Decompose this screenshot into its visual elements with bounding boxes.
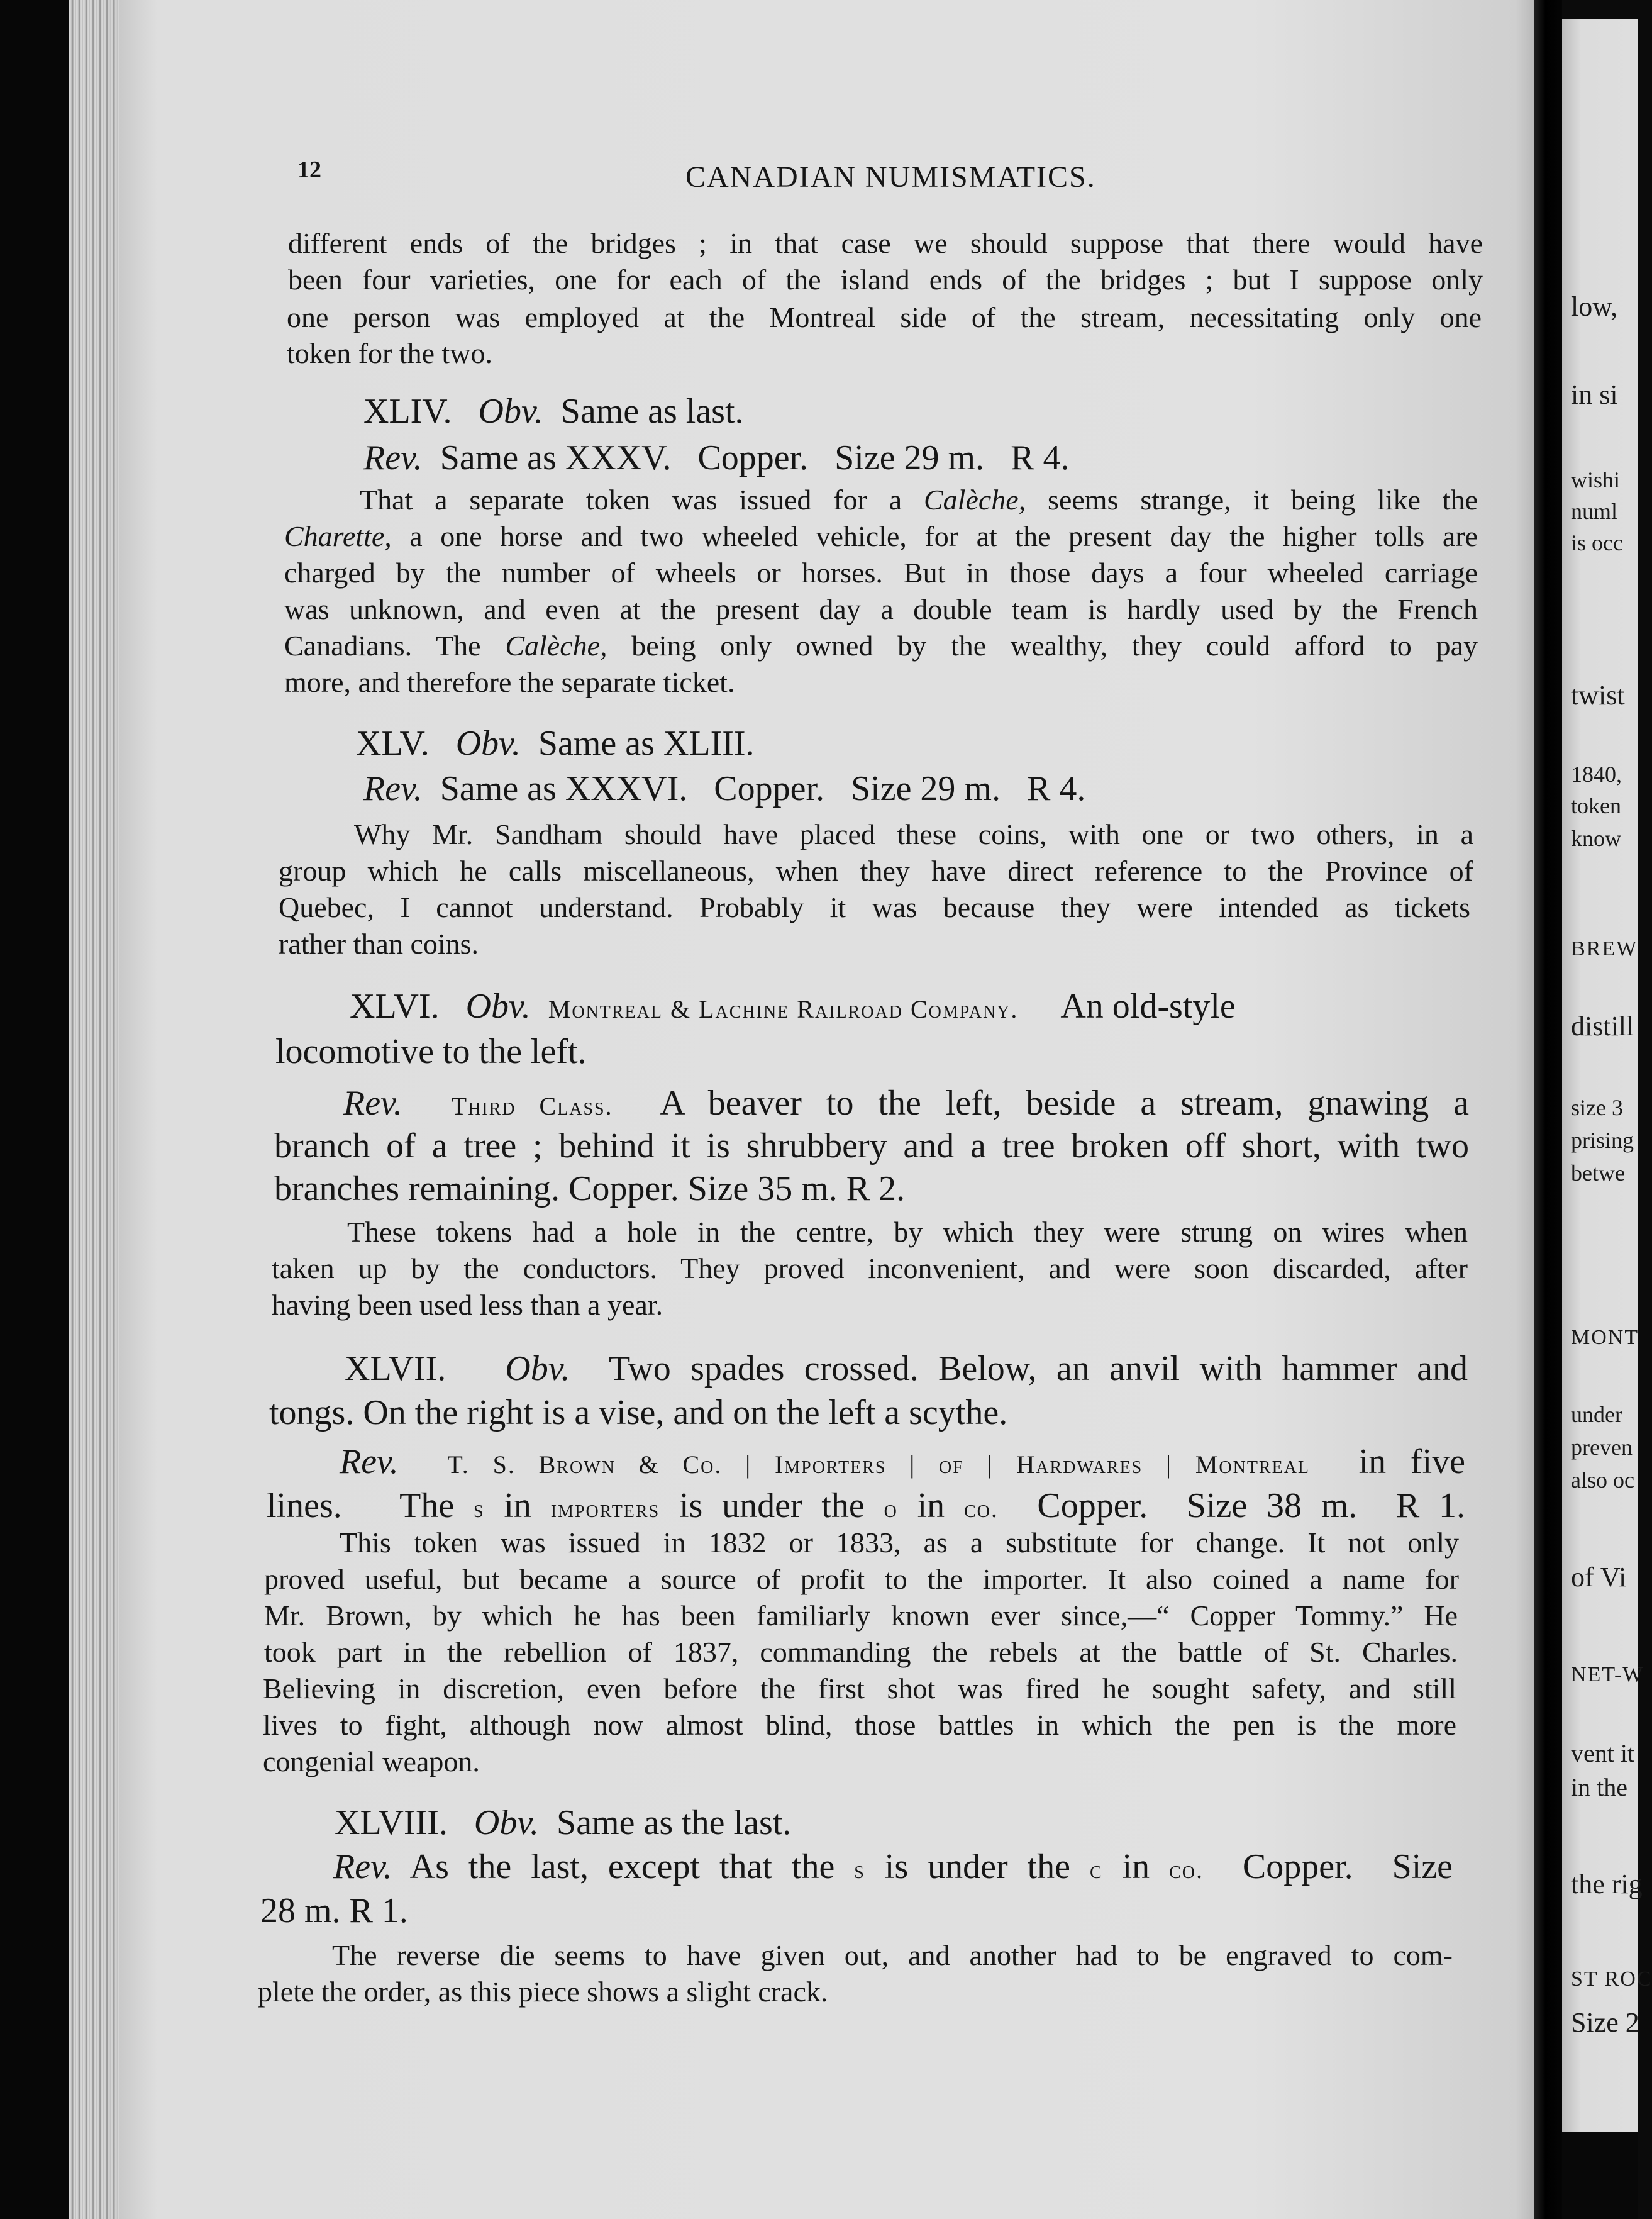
italic-term: Calèche,: [923, 484, 1026, 516]
entry-xlviii-reverse: [333, 1847, 1453, 1887]
facing-text: NET-W: [1571, 1663, 1644, 1686]
entry-number: XLVI.: [350, 987, 440, 1026]
italic-term: Calèche,: [505, 630, 607, 662]
reverse-label: Rev.: [363, 769, 423, 808]
obverse-description: Same as last.: [560, 392, 744, 431]
paragraph-2-line-6: more, and therefore the separate ticket.: [284, 666, 735, 698]
facing-text: of Vi: [1571, 1562, 1627, 1593]
scan-left-margin: [0, 0, 69, 2219]
obverse-label: Obv.: [455, 724, 521, 763]
small-caps-letter: s: [473, 1494, 485, 1523]
text-run: As the last, except that the: [409, 1847, 855, 1886]
reverse-legend: Third Class.: [451, 1092, 613, 1120]
facing-text: Size 2: [1571, 2007, 1639, 2038]
facing-text: ST ROC: [1571, 1967, 1652, 1991]
facing-text: also oc: [1571, 1467, 1634, 1493]
facing-text: 1840,: [1571, 762, 1622, 787]
facing-text: token: [1571, 793, 1621, 818]
small-caps-word: co.: [1169, 1855, 1204, 1884]
obverse-label: Obv.: [474, 1803, 540, 1842]
facing-text: wishi: [1571, 467, 1621, 492]
reverse-label: Rev.: [343, 1084, 402, 1123]
small-caps-letter: s: [854, 1855, 865, 1884]
text-run: in: [484, 1486, 551, 1525]
facing-text: know: [1571, 826, 1621, 851]
page-edges: [69, 0, 119, 2219]
facing-text: in si: [1571, 379, 1618, 410]
obverse-description: An old-style: [1060, 987, 1236, 1026]
paragraph-3-line-4: rather than coins.: [279, 928, 479, 960]
small-caps-word: co.: [963, 1494, 999, 1523]
paragraph-4-line-1: These tokens had a hole in the centre, by which they were strung on wires when: [347, 1216, 1468, 1248]
obverse-description: Two spades crossed. Below, an anvil with hammer and: [609, 1349, 1468, 1388]
entry-xliv-obverse: [363, 391, 744, 431]
entry-number: XLIV.: [363, 392, 452, 431]
entry-xlviii-obverse: [335, 1803, 791, 1843]
small-caps-word: importers: [550, 1494, 660, 1523]
entry-xliv-reverse: [363, 438, 1069, 478]
entry-xlvi-obverse-cont: locomotive to the left.: [275, 1032, 587, 1071]
obverse-description: Same as the last.: [557, 1803, 792, 1842]
paragraph-2-line-5: [284, 629, 1478, 662]
text-run: Copper. Size: [1204, 1847, 1453, 1886]
reverse-description: Same as XXXV. Copper. Size 29 m. R 4.: [440, 438, 1070, 477]
running-head: CANADIAN NUMISMATICS.: [685, 160, 1096, 194]
obverse-legend: Montreal & Lachine Railroad Company.: [548, 995, 1019, 1023]
text-run: That a separate token was issued for a: [360, 484, 924, 516]
text-run: Copper. Size 38 m. R 1.: [998, 1486, 1466, 1525]
reverse-label: Rev.: [363, 438, 423, 477]
scan-bottom-edge: [1562, 2132, 1638, 2219]
paragraph-5-line-4: took part in the rebellion of 1837, commanding the rebels at the battle of St. Charles.: [264, 1636, 1458, 1668]
book-gutter: [1534, 0, 1562, 2219]
paragraph-4-line-3: having been used less than a year.: [272, 1289, 663, 1321]
page-number: 12: [297, 157, 321, 183]
text-run: is under the: [865, 1847, 1090, 1886]
facing-text: the rig: [1571, 1869, 1643, 1899]
reverse-legend: T. S. Brown & Co. | Importers | of | Hardwares | Montreal: [447, 1450, 1311, 1479]
entry-xlv-obverse: [356, 723, 755, 764]
obverse-label: Obv.: [465, 987, 531, 1026]
small-caps-letter: o: [884, 1494, 898, 1523]
paragraph-1-line-1: different ends of the bridges ; in that case we should suppose that there would have: [288, 227, 1483, 259]
paragraph-3-line-1: Why Mr. Sandham should have placed these coins, with one or two others, in a: [354, 818, 1473, 850]
facing-text: numl: [1571, 499, 1618, 524]
text-run: Canadians. The: [284, 630, 506, 662]
paragraph-3-line-3: Quebec, I cannot understand. Probably it was because they were intended as tickets: [279, 891, 1470, 923]
facing-text: MONT: [1571, 1326, 1639, 1349]
entry-number: XLVIII.: [335, 1803, 448, 1842]
paragraph-2-line-1: [360, 483, 1478, 516]
paragraph-5-line-5: Believing in discretion, even before the first shot was fired he sought safety, and still: [263, 1672, 1456, 1705]
paragraph-6-line-2: plete the order, as this piece shows a slight crack.: [258, 1976, 828, 2008]
facing-page-fragment: [1562, 19, 1652, 2132]
facing-text: distill: [1571, 1011, 1634, 1042]
entry-xlvii-reverse: [340, 1442, 1465, 1482]
paragraph-5-line-7: congenial weapon.: [263, 1745, 480, 1777]
paragraph-6-line-1: The reverse die seems to have given out, and another had to be engraved to com-: [332, 1939, 1453, 1971]
paragraph-2-line-2: [284, 520, 1478, 553]
small-caps-letter: c: [1089, 1855, 1103, 1884]
facing-text: size 3: [1571, 1095, 1623, 1120]
text-run: in: [1102, 1847, 1170, 1886]
italic-term: Charette,: [284, 520, 392, 552]
facing-text: BREW: [1571, 937, 1638, 960]
facing-text: vent it: [1571, 1739, 1635, 1767]
entry-xlvi-obverse: [350, 986, 1236, 1026]
entry-xlvii-reverse-cont: [267, 1486, 1465, 1526]
paragraph-3-line-2: group which he calls miscellaneous, when they have direct reference to the Province of: [279, 855, 1473, 887]
facing-text: prising: [1571, 1128, 1634, 1153]
facing-text: twist: [1571, 680, 1625, 711]
reverse-description: Same as XXXVI. Copper. Size 29 m. R 4.: [440, 769, 1086, 808]
paragraph-5-line-1: This token was issued in 1832 or 1833, as a substitute for change. It not only: [340, 1527, 1459, 1559]
reverse-description: A beaver to the left, beside a stream, gnawing a: [660, 1084, 1469, 1123]
entry-xlvi-reverse-cont-2: branches remaining. Copper. Size 35 m. R 2.: [274, 1169, 906, 1208]
entry-xlvi-reverse-cont-1: branch of a tree ; behind it is shrubbery and a tree broken off short, with two: [274, 1126, 1469, 1165]
text-run: is under the: [660, 1486, 884, 1525]
text-run: lines. The: [267, 1486, 474, 1525]
reverse-label: Rev.: [340, 1442, 399, 1481]
reverse-description: in five: [1358, 1442, 1465, 1481]
paragraph-1-line-3: one person was employed at the Montreal side of the stream, necessitating only one: [287, 301, 1482, 333]
entry-xlviii-reverse-cont: 28 m. R 1.: [260, 1891, 408, 1930]
text-run: in: [897, 1486, 964, 1525]
entry-xlvii-obverse: [345, 1349, 1468, 1389]
paragraph-2-line-3: charged by the number of wheels or horses. But in those days a four wheeled carriage: [284, 557, 1478, 589]
paragraph-2-line-4: was unknown, and even at the present day a double team is hardly used by the French: [284, 593, 1478, 625]
entry-xlv-reverse: [363, 769, 1085, 809]
entry-xlvi-reverse: [343, 1083, 1469, 1123]
facing-text: in the: [1571, 1773, 1627, 1801]
paragraph-5-line-2: proved useful, but became a source of profit to the importer. It also coined a name for: [264, 1563, 1459, 1595]
reverse-label: Rev.: [333, 1847, 392, 1886]
facing-text: under: [1571, 1402, 1622, 1427]
paragraph-4-line-2: taken up by the conductors. They proved inconvenient, and were soon discarded, after: [272, 1252, 1468, 1284]
paragraph-1-line-2: been four varieties, one for each of the island ends of the bridges ; but I suppose only: [288, 264, 1483, 296]
obverse-description: Same as XLIII.: [538, 724, 755, 763]
facing-text: is occ: [1571, 530, 1623, 555]
facing-text: preven: [1571, 1435, 1633, 1460]
paragraph-5-line-3: Mr. Brown, by which he has been familiarly known ever since,—“ Copper Tommy.” He: [264, 1599, 1458, 1632]
entry-xlvii-obverse-cont: tongs. On the right is a vise, and on the left a scythe.: [269, 1393, 1008, 1432]
paragraph-5-line-6: lives to fight, although now almost blind, those battles in which the pen is the more: [263, 1709, 1456, 1741]
entry-number: XLV.: [356, 724, 430, 763]
text-run: seems strange, it being like the: [1026, 484, 1478, 516]
facing-text: low,: [1571, 291, 1618, 322]
obverse-label: Obv.: [478, 392, 543, 431]
entry-number: XLVII.: [345, 1349, 446, 1388]
facing-text: betwe: [1571, 1160, 1625, 1186]
text-run: a one horse and two wheeled vehicle, for at the present day the higher tolls are: [391, 520, 1478, 552]
text-run: being only owned by the wealthy, they could afford to pay: [607, 630, 1478, 662]
obverse-label: Obv.: [505, 1349, 570, 1388]
paragraph-1-line-4: token for the two.: [287, 337, 493, 369]
